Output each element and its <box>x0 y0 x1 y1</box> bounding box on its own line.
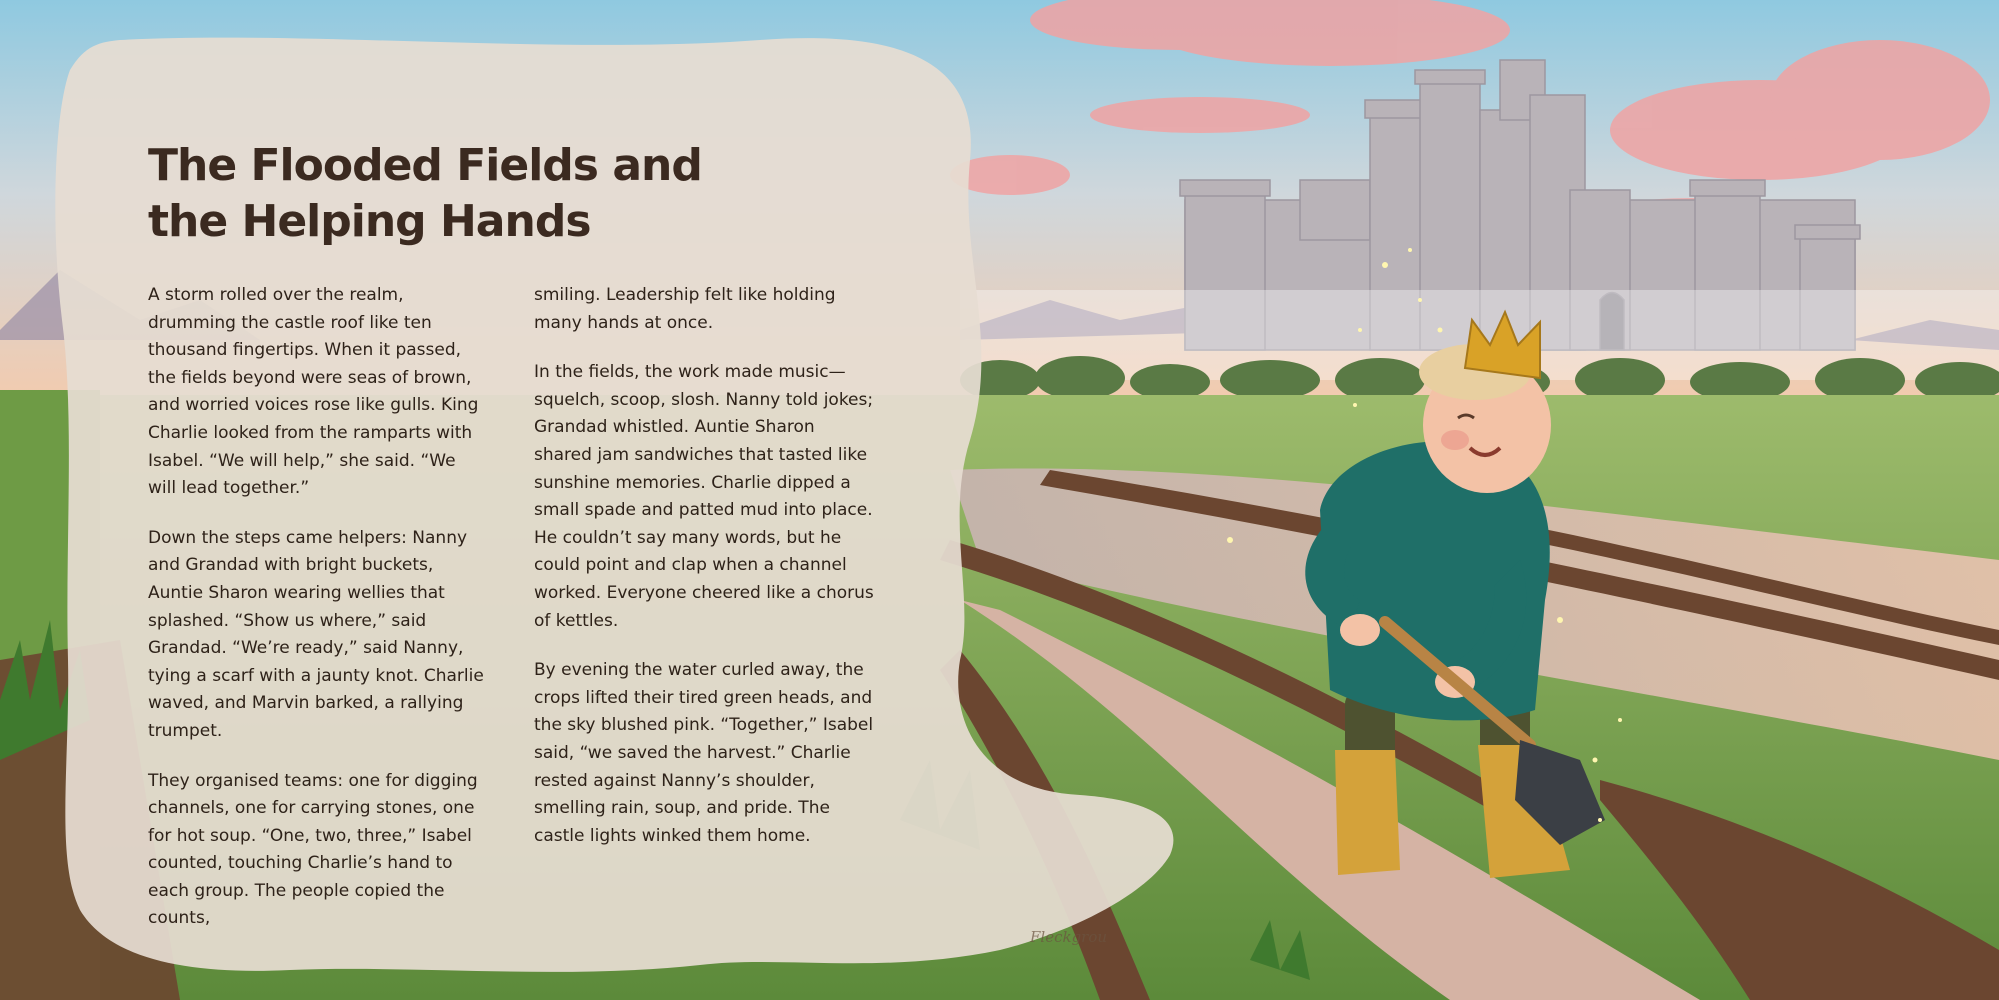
story-paragraph: Down the steps came helpers: Nanny and Grandad with bright buckets, Auntie Sharon wearing wellies that splashed. “Show us where,” said Grandad. “We’re ready,” said Nanny, tying a scarf with a jaunty knot. Charlie waved, and Marvin barked, a rallying trumpet. <box>148 527 484 741</box>
story-paragraph: By evening the water curled away, the crops lifted their tired green heads, and the sky blushed pink. “Together,” Isabel said, “we saved the harvest.” Charlie rested against Nanny’s shoulder, smelling rain, soup, and pride. The castle lights winked them home. <box>534 660 874 846</box>
page-title: The Flooded Fields and the Helping Hands <box>148 140 702 247</box>
story-column-right <box>534 282 874 872</box>
story-text <box>148 138 908 929</box>
story-paragraph: They organised teams: one for digging channels, one for carrying stones, one for hot soup. “One, two, three,” Isabel counted, touching Charlie’s hand to each group. The people copied the counts, <box>148 770 478 929</box>
story-paragraph: In the fields, the work made music—squelch, scoop, slosh. Nanny told jokes; Grandad whistled. Auntie Sharon shared jam sandwiches that tasted like sunshine memories. Charlie dipped a small spade and patted mud into place. He couldn’t say many words, but he could point and clap when a channel worked. Everyone cheered like a chorus of kettles. <box>534 362 874 631</box>
story-paragraph: A storm rolled over the realm, drumming the castle roof like ten thousand fingertips. When it passed, the fields beyond were seas of brown, and worried voices rose like gulls. King Charlie looked from the ramparts with Isabel. “We will help,” she said. “We will lead together.” <box>148 285 479 499</box>
story-paragraph: smiling. Leadership felt like holding many hands at once. <box>534 285 836 333</box>
story-column-left <box>148 282 488 955</box>
artist-signature: Fleckgrou <box>1030 928 1108 946</box>
